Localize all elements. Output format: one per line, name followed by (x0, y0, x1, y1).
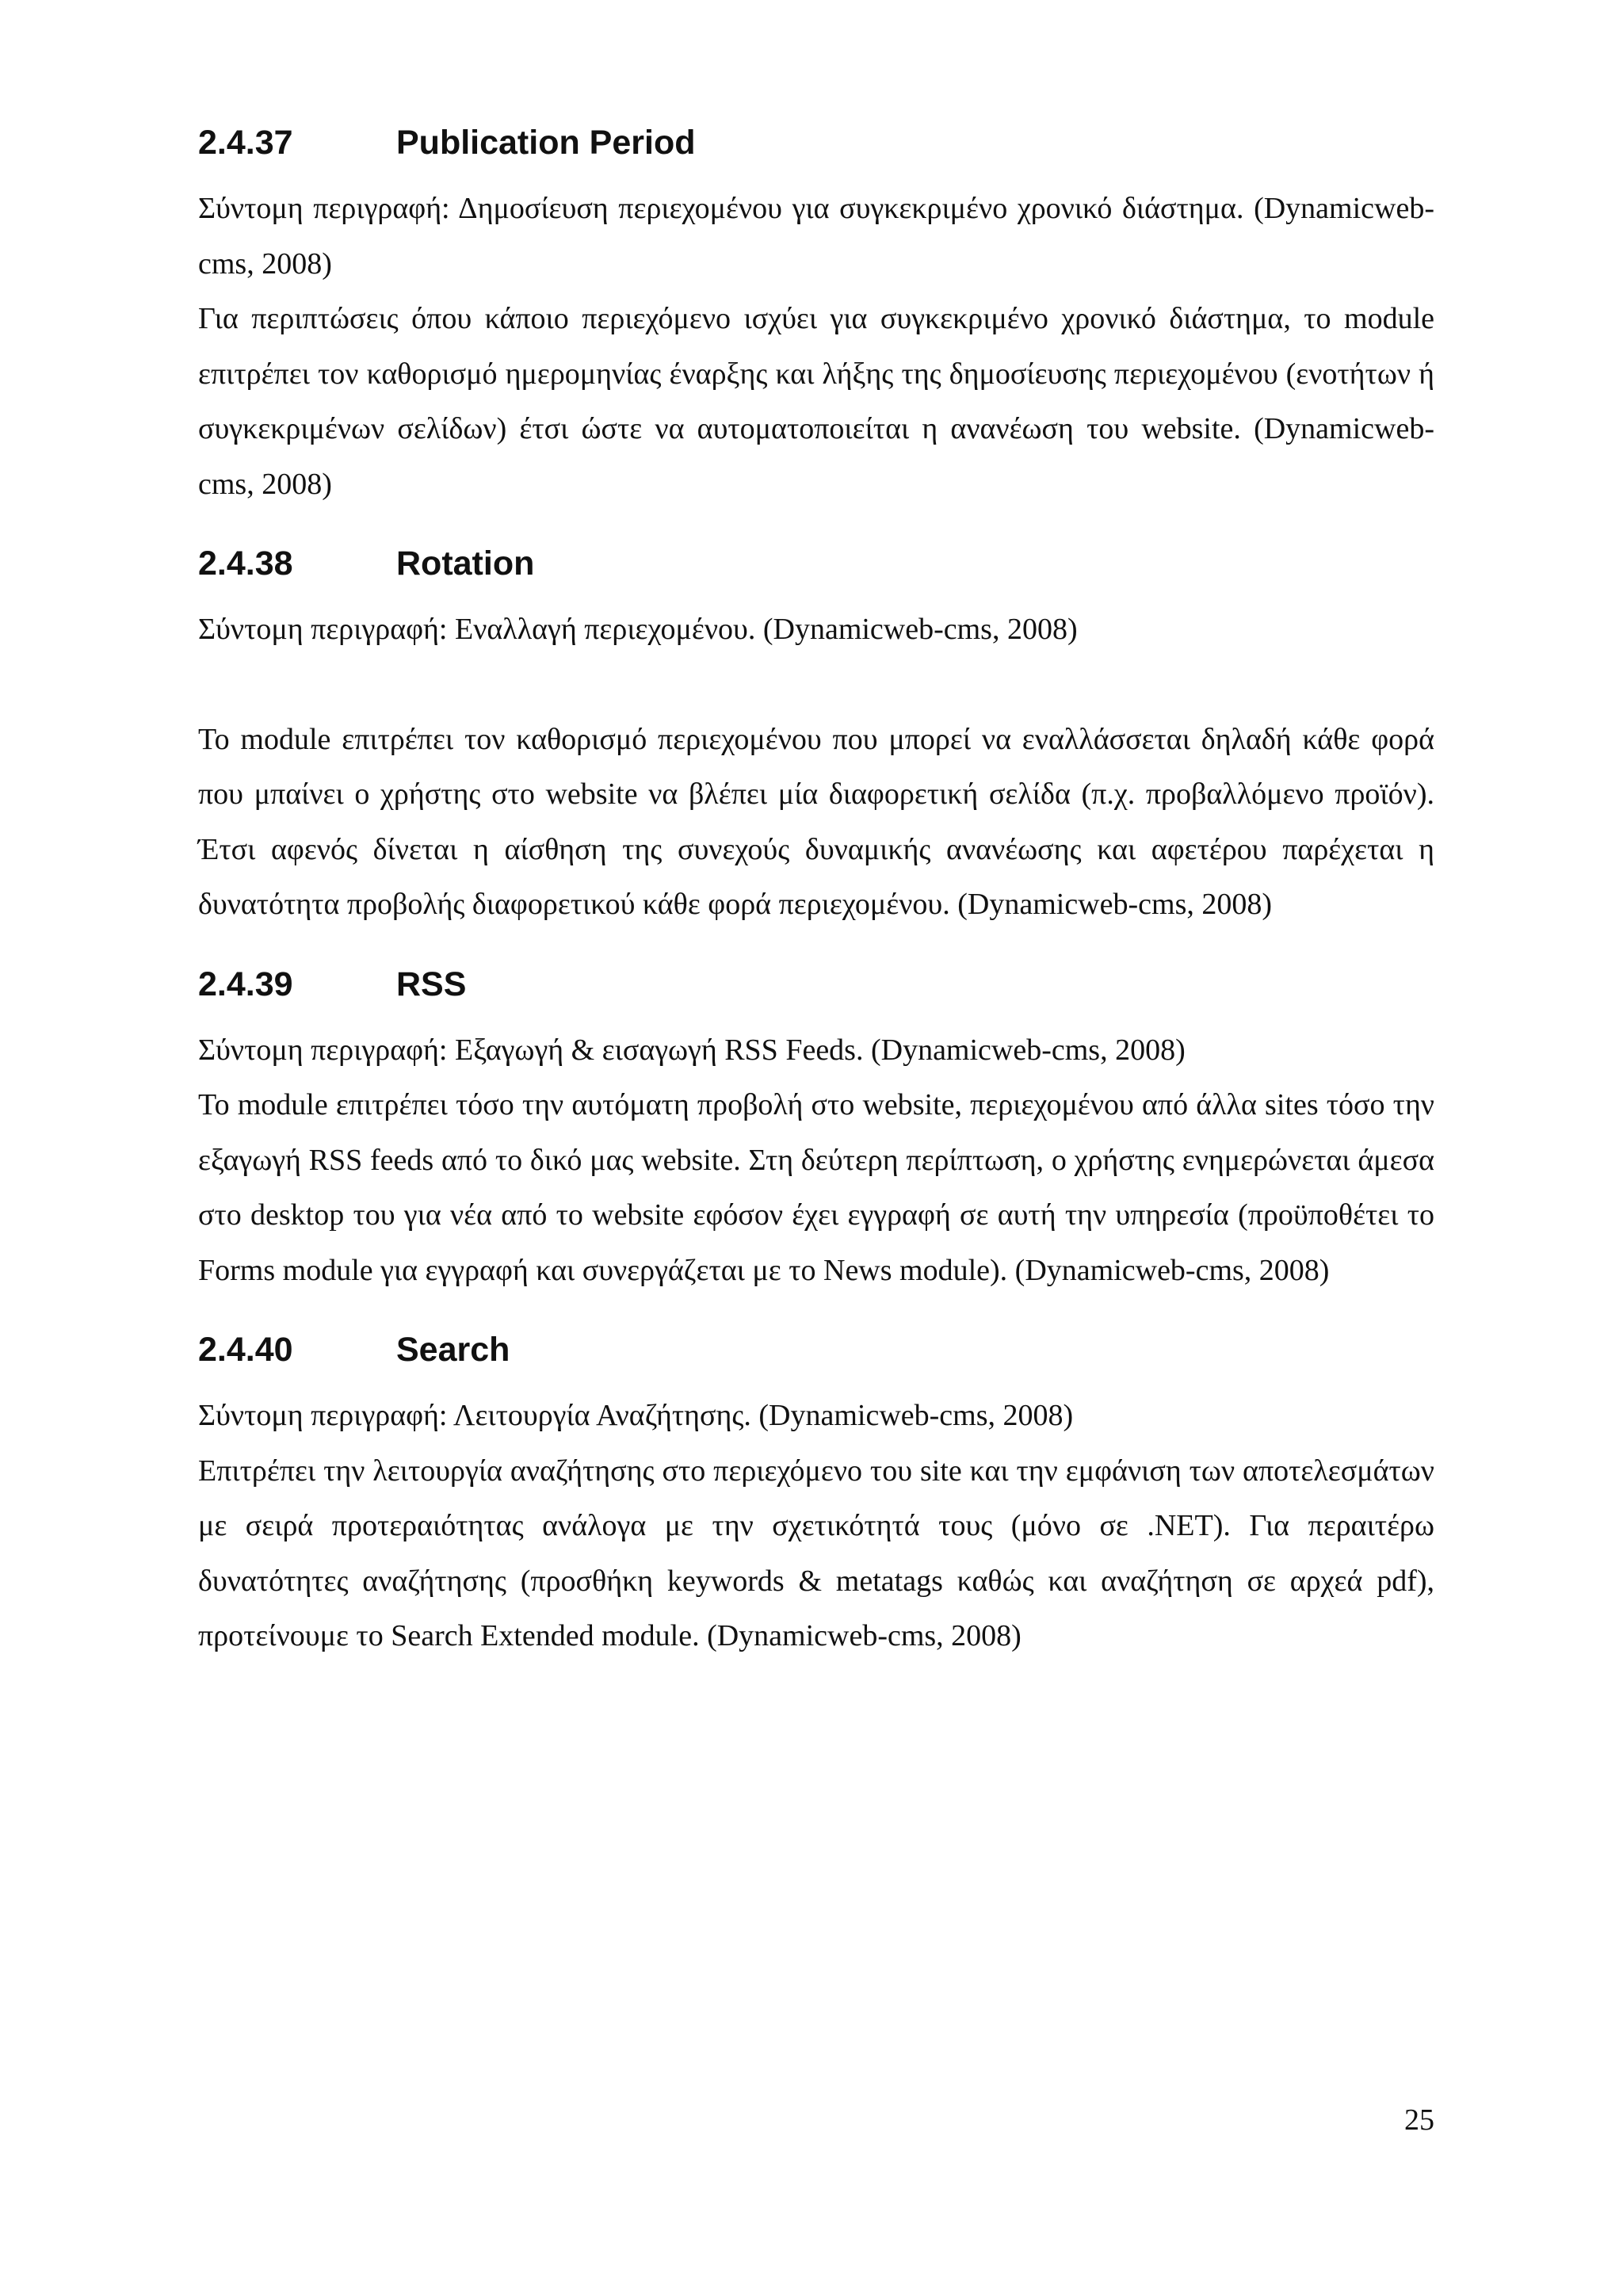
section-publication-period (198, 123, 1434, 512)
section-spacer (198, 512, 1434, 544)
section-search (198, 1330, 1434, 1664)
section-spacer (198, 933, 1434, 965)
section-number: 2.4.39 (198, 965, 293, 1003)
section-title: Search (396, 1331, 510, 1369)
section-heading (198, 544, 1434, 583)
section-rotation (198, 544, 1434, 933)
short-description: Σύντομη περιγραφή: Εξαγωγή & εισαγωγή RSS Feeds. (Dynamicweb-cms, 2008) (198, 1033, 1186, 1067)
section-title: RSS (396, 965, 467, 1003)
section-rss (198, 965, 1434, 1299)
body-paragraph: Το module επιτρέπει τόσο την αυτόματη προβολή στο website, περιεχομένου από άλλα sites τόσο την εξαγωγή RSS feeds από το δικό μας website. Στη δεύτερη περίπτωση, ο χρήστης ενημερώνεται άμεσα στο desktop του για νέα από το website εφόσον έχει εγγραφή σε αυτή την υπηρεσία (προϋποθέτει το Forms module για εγγραφή και συνεργάζεται με το News module). (Dynamicweb-cms, 2008) (198, 1088, 1434, 1287)
body-paragraph: Επιτρέπει την λειτουργία αναζήτησης στο περιεχόμενο του site και την εμφάνιση των αποτελεσμάτων με σειρά προτεραιότητας ανάλογα με την σχετικότητά τους (μόνο σε .NET). Για περαιτέρω δυνατότητες αναζήτησης (προσθήκη keywords & metatags καθώς και αναζήτηση σε αρχεά pdf), προτείνουμε το Search Extended module. (Dynamicweb-cms, 2008) (198, 1454, 1434, 1652)
short-description: Σύντομη περιγραφή: Εναλλαγή περιεχομένου. (Dynamicweb-cms, 2008) (198, 613, 1078, 646)
section-number: 2.4.38 (198, 544, 293, 583)
section-number: 2.4.37 (198, 124, 293, 162)
section-title: Publication Period (396, 124, 696, 162)
body-paragraph: Για περιπτώσεις όπου κάποιο περιεχόμενο ισχύει για συγκεκριμένο χρονικό διάστημα, το module επιτρέπει τον καθορισμό ημερομηνίας έναρξης και λήξης της δημοσίευσης περιεχομένου (ενοτήτων ή συγκεκριμένων σελίδων) έτσι ώστε να αυτοματοποιείται η ανανέωση του website. (Dynamicweb-cms, 2008) (198, 302, 1434, 501)
section-title: Rotation (396, 544, 535, 583)
short-description: Σύντομη περιγραφή: Λειτουργία Αναζήτησης. (Dynamicweb-cms, 2008) (198, 1399, 1074, 1432)
document-page (198, 123, 1434, 1664)
section-heading (198, 123, 1434, 162)
section-heading (198, 965, 1434, 1004)
section-spacer (198, 1298, 1434, 1330)
page-number: 25 (1404, 2103, 1434, 2137)
short-description: Σύντομη περιγραφή: Δημοσίευση περιεχομένου για συγκεκριμένο χρονικό διάστημα. (Dynamicweb-cms, 2008) (198, 192, 1434, 281)
section-heading (198, 1330, 1434, 1370)
body-paragraph: Το module επιτρέπει τον καθορισμό περιεχομένου που μπορεί να εναλλάσσεται δηλαδή κάθε φορά που μπαίνει ο χρήστης στο website να βλέπει μία διαφορετική σελίδα (π.χ. προβαλλόμενο προϊόν). Έτσι αφενός δίνεται η αίσθηση της συνεχούς δυναμικής ανανέωσης και αφετέρου παρέχεται η δυνατότητα προβολής διαφορετικού κάθε φορά περιεχομένου. (Dynamicweb-cms, 2008) (198, 722, 1434, 921)
section-number: 2.4.40 (198, 1331, 293, 1369)
